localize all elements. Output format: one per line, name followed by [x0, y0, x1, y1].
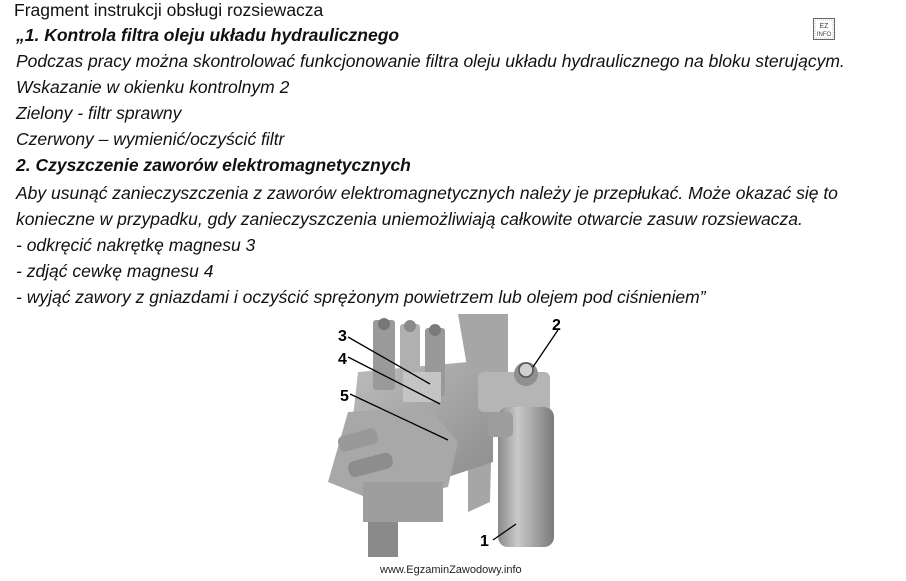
text-line: Wskazanie w okienku kontrolnym 2 [16, 77, 290, 97]
svg-text:INFO: INFO [816, 32, 832, 38]
ez-info-logo [813, 18, 835, 40]
text-line: konieczne w przypadku, gdy zanieczyszczenia uniemożliwiają całkowite otwarcie zasuw rozsiewacza. [16, 209, 803, 229]
text-line: Aby usunąć zanieczyszczenia z zaworów elektromagnetycznych należy je przepłukać. Może okazać się to [16, 183, 838, 203]
hydraulic-block-photo [318, 312, 576, 562]
callout-4: 4 [338, 351, 347, 368]
list-item: - odkręcić nakrętkę magnesu 3 [16, 235, 256, 255]
list-item: - wyjąć zawory z gniazdami i oczyścić sprężonym powietrzem lub olejem pod ciśnieniem” [16, 287, 706, 307]
svg-text:EZ: EZ [819, 23, 829, 30]
text-line: Podczas pracy można skontrolować funkcjonowanie filtra oleju układu hydraulicznego na bloku sterującym. [16, 51, 845, 71]
text-line: Zielony - filtr sprawny [16, 103, 182, 123]
callout-5: 5 [340, 388, 349, 405]
document-title: Fragment instrukcji obsługi rozsiewacza [14, 0, 324, 20]
list-item: - zdjąć cewkę magnesu 4 [16, 261, 214, 281]
section-2-heading: 2. Czyszczenie zaworów elektromagnetycznych [16, 155, 411, 175]
section-1-heading: „1. Kontrola filtra oleju układu hydraulicznego [16, 25, 400, 45]
text-line: Czerwony – wymienić/oczyścić filtr [16, 129, 285, 149]
callout-3: 3 [338, 328, 347, 345]
callout-2: 2 [552, 317, 561, 334]
watermark-footer: www.EgzaminZawodowy.info [380, 564, 522, 576]
callout-1: 1 [480, 533, 489, 550]
